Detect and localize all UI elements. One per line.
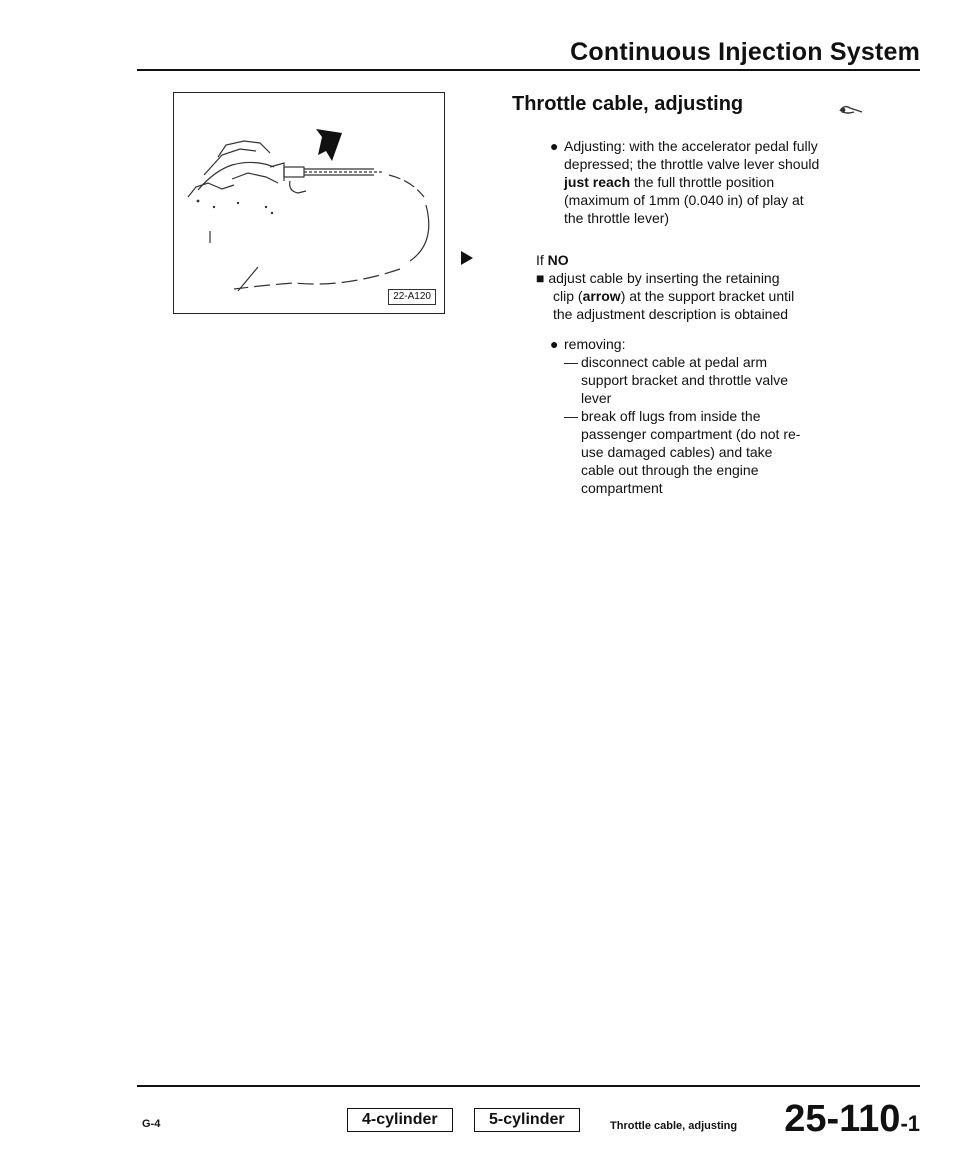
instruction-line-3: the adjustment description is obtained (553, 306, 789, 322)
adjust-line-4: (maximum of 1mm (0.040 in) of play at (564, 192, 804, 208)
adjust-line-3 (564, 173, 819, 191)
footer-rule (137, 1085, 920, 1087)
page-number (784, 1098, 920, 1141)
adjust-line-1: Adjusting: with the accelerator pedal fully (564, 138, 818, 154)
instruction-block (536, 269, 794, 323)
tool-icon (838, 102, 864, 116)
condition-line (536, 251, 569, 269)
step-1-line-1: disconnect cable at pedal arm (581, 354, 767, 370)
section-title: Throttle cable, adjusting (512, 93, 744, 115)
figure-id: 22-A120 (388, 289, 436, 305)
step-2-line-3: use damaged cables) and take (581, 444, 773, 460)
step-2-line-1: break off lugs from inside the (581, 408, 761, 424)
tag-4-cylinder: 4-cylinder (347, 1108, 453, 1132)
pointer-triangle-icon (461, 251, 473, 265)
step-2-line-2: passenger compartment (do not re- (581, 426, 801, 442)
instruction-line-2 (536, 287, 794, 305)
removing-step-2 (564, 407, 800, 497)
adjusting-step (550, 137, 820, 227)
em-dash-icon: — (564, 354, 578, 370)
header-rule (137, 69, 920, 71)
removing-step-1 (564, 353, 800, 407)
step-1-line-3: lever (581, 390, 612, 406)
step-1-line-2: support bracket and throttle valve (581, 372, 789, 388)
header-title: Continuous Injection System (570, 38, 920, 66)
adjust-line-2: depressed; the throttle valve lever should (564, 156, 820, 172)
em-dash-icon: — (564, 408, 578, 424)
footer-code: G-4 (142, 1118, 161, 1130)
removing-label: removing: (564, 336, 626, 352)
step-2-line-4: cable out through the engine (581, 462, 759, 478)
instruction-line-2-pre: clip ( (553, 288, 583, 304)
bullet-dot-icon: ● (550, 138, 559, 154)
instruction-line-2-post: ) at the support bracket until (620, 288, 795, 304)
page-number-main: 25-110 (784, 1098, 901, 1140)
condition-prefix: If (536, 252, 544, 268)
instruction-line-1 (536, 269, 794, 287)
arrow-icon (316, 129, 342, 161)
footer-caption: Throttle cable, adjusting (610, 1120, 738, 1132)
throttle-cable-illustration (174, 93, 446, 315)
adjust-line-5: the throttle lever) (564, 210, 670, 226)
condition-keyword: NO (547, 252, 569, 268)
tag-5-cylinder: 5-cylinder (474, 1108, 580, 1132)
instruction-arrow-bold: arrow (582, 288, 621, 304)
removing-block (550, 335, 801, 497)
bullet-dot-icon: ● (550, 336, 559, 352)
page-number-sub: -1 (900, 1111, 920, 1136)
adjust-line-3-rest: the full throttle position (634, 174, 775, 190)
emphasis-just-reach: just reach (564, 174, 631, 190)
instruction-line-1-text: adjust cable by inserting the retaining (548, 270, 780, 286)
throttle-cable-figure (173, 92, 445, 314)
step-2-line-5: compartment (581, 480, 663, 496)
square-bullet-icon: ■ (536, 270, 545, 286)
